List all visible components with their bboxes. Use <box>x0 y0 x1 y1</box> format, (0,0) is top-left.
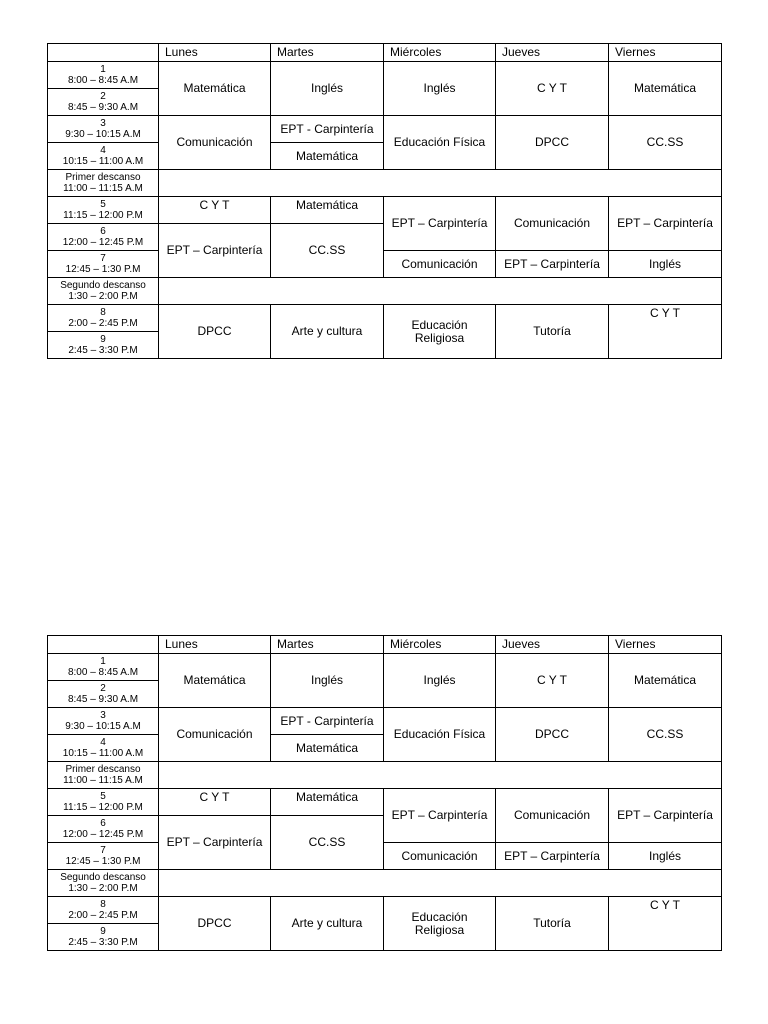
cell-lunes-p5: C Y T <box>159 789 271 816</box>
cell-martes-p4: Matemática <box>271 143 384 170</box>
cell-viernes-p12: Matemática <box>609 62 722 116</box>
cell-lunes-p5: C Y T <box>159 197 271 224</box>
schedule-table-1 <box>47 43 722 359</box>
day-header-viernes: Viernes <box>609 44 722 62</box>
cell-martes-p4: Matemática <box>271 735 384 762</box>
cell-martes-p3: EPT - Carpintería <box>271 116 384 143</box>
period-cell-8: 8 2:00 – 2:45 P.M <box>48 897 159 924</box>
cell-jueves-p7: EPT – Carpintería <box>496 251 609 278</box>
break-cell-2: Segundo descanso 1:30 – 2:00 P.M <box>48 278 159 305</box>
period-cell-1: 1 8:00 – 8:45 A.M <box>48 62 159 89</box>
cell-viernes-p7: Inglés <box>609 251 722 278</box>
cell-viernes-p7: Inglés <box>609 843 722 870</box>
period-cell-8: 8 2:00 – 2:45 P.M <box>48 305 159 332</box>
period-cell-4: 4 10:15 – 11:00 A.M <box>48 143 159 170</box>
cell-jueves-p56: Comunicación <box>496 197 609 251</box>
cell-lunes-p67: EPT – Carpintería <box>159 816 271 870</box>
break-cell-1: Primer descanso 11:00 – 11:15 A.M <box>48 170 159 197</box>
period-cell-2: 2 8:45 – 9:30 A.M <box>48 89 159 116</box>
period-cell-3: 3 9:30 – 10:15 A.M <box>48 116 159 143</box>
cell-miercoles-p56: EPT – Carpintería <box>384 789 496 843</box>
cell-martes-p67: CC.SS <box>271 816 384 870</box>
cell-viernes-p34: CC.SS <box>609 116 722 170</box>
cell-jueves-p34: DPCC <box>496 708 609 762</box>
cell-martes-p89: Arte y cultura <box>271 305 384 359</box>
cell-jueves-p89: Tutoría <box>496 305 609 359</box>
break-cell-1: Primer descanso 11:00 – 11:15 A.M <box>48 762 159 789</box>
cell-miercoles-p89: Educación Religiosa <box>384 305 496 359</box>
period-cell-9: 9 2:45 – 3:30 P.M <box>48 924 159 951</box>
period-cell-4: 4 10:15 – 11:00 A.M <box>48 735 159 762</box>
cell-lunes-p12: Matemática <box>159 654 271 708</box>
period-cell-6: 6 12:00 – 12:45 P.M <box>48 816 159 843</box>
cell-viernes-p56: EPT – Carpintería <box>609 197 722 251</box>
cell-martes-p12: Inglés <box>271 654 384 708</box>
cell-lunes-p34: Comunicación <box>159 116 271 170</box>
period-cell-5: 5 11:15 – 12:00 P.M <box>48 197 159 224</box>
schedule-table-2 <box>47 635 722 951</box>
break-row-empty <box>159 870 722 897</box>
period-cell-5: 5 11:15 – 12:00 P.M <box>48 789 159 816</box>
cell-miercoles-p34: Educación Física <box>384 116 496 170</box>
day-header-martes: Martes <box>271 44 384 62</box>
day-header-martes: Martes <box>271 636 384 654</box>
cell-martes-p5: Matemática <box>271 789 384 816</box>
period-cell-3: 3 9:30 – 10:15 A.M <box>48 708 159 735</box>
cell-viernes-p56: EPT – Carpintería <box>609 789 722 843</box>
cell-miercoles-p7: Comunicación <box>384 251 496 278</box>
cell-viernes-p89: C Y T <box>609 305 722 359</box>
cell-viernes-p89: C Y T <box>609 897 722 951</box>
period-cell-9: 9 2:45 – 3:30 P.M <box>48 332 159 359</box>
cell-viernes-p34: CC.SS <box>609 708 722 762</box>
corner-cell <box>48 636 159 654</box>
cell-jueves-p12: C Y T <box>496 654 609 708</box>
period-cell-2: 2 8:45 – 9:30 A.M <box>48 681 159 708</box>
cell-miercoles-p89: Educación Religiosa <box>384 897 496 951</box>
cell-jueves-p12: C Y T <box>496 62 609 116</box>
break-cell-2: Segundo descanso 1:30 – 2:00 P.M <box>48 870 159 897</box>
cell-lunes-p34: Comunicación <box>159 708 271 762</box>
period-cell-7: 7 12:45 – 1:30 P.M <box>48 843 159 870</box>
break-row-empty <box>159 278 722 305</box>
day-header-jueves: Jueves <box>496 636 609 654</box>
day-header-jueves: Jueves <box>496 44 609 62</box>
cell-jueves-p7: EPT – Carpintería <box>496 843 609 870</box>
period-cell-7: 7 12:45 – 1:30 P.M <box>48 251 159 278</box>
day-header-lunes: Lunes <box>159 44 271 62</box>
cell-jueves-p56: Comunicación <box>496 789 609 843</box>
cell-martes-p89: Arte y cultura <box>271 897 384 951</box>
period-cell-1: 1 8:00 – 8:45 A.M <box>48 654 159 681</box>
period-cell-6: 6 12:00 – 12:45 P.M <box>48 224 159 251</box>
break-row-empty <box>159 170 722 197</box>
cell-jueves-p89: Tutoría <box>496 897 609 951</box>
cell-lunes-p67: EPT – Carpintería <box>159 224 271 278</box>
cell-miercoles-p34: Educación Física <box>384 708 496 762</box>
break-row-empty <box>159 762 722 789</box>
corner-cell <box>48 44 159 62</box>
cell-martes-p67: CC.SS <box>271 224 384 278</box>
cell-martes-p5: Matemática <box>271 197 384 224</box>
cell-lunes-p12: Matemática <box>159 62 271 116</box>
cell-lunes-p89: DPCC <box>159 305 271 359</box>
cell-miercoles-p12: Inglés <box>384 654 496 708</box>
cell-martes-p12: Inglés <box>271 62 384 116</box>
day-header-miercoles: Miércoles <box>384 636 496 654</box>
cell-miercoles-p56: EPT – Carpintería <box>384 197 496 251</box>
day-header-miercoles: Miércoles <box>384 44 496 62</box>
cell-viernes-p12: Matemática <box>609 654 722 708</box>
cell-miercoles-p12: Inglés <box>384 62 496 116</box>
cell-jueves-p34: DPCC <box>496 116 609 170</box>
cell-martes-p3: EPT - Carpintería <box>271 708 384 735</box>
cell-lunes-p89: DPCC <box>159 897 271 951</box>
day-header-lunes: Lunes <box>159 636 271 654</box>
day-header-viernes: Viernes <box>609 636 722 654</box>
cell-miercoles-p7: Comunicación <box>384 843 496 870</box>
